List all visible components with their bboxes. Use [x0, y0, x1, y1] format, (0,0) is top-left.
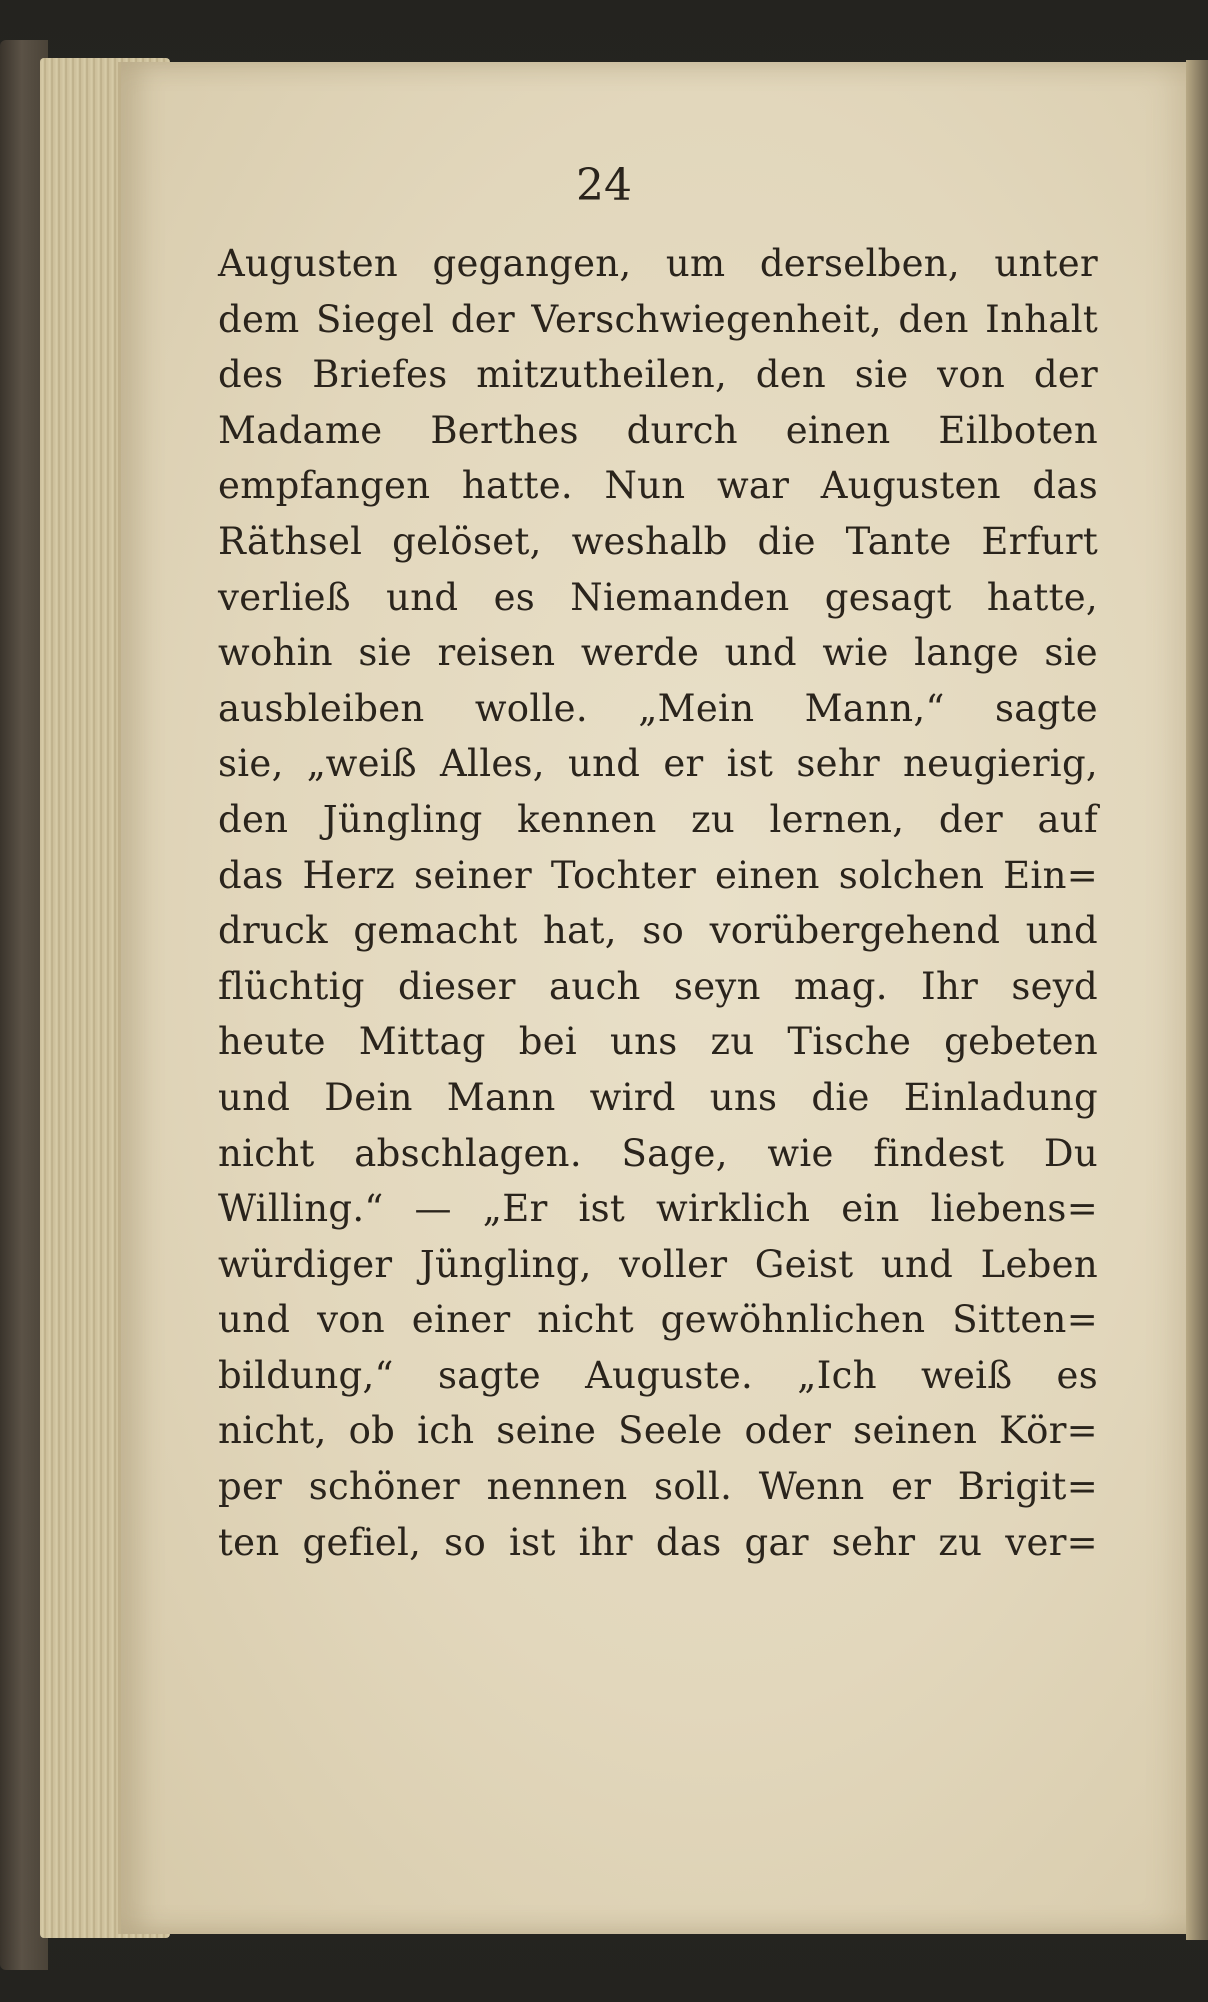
text-line: das Herz seiner Tochter einen solchen Ein= [218, 853, 1098, 897]
text-line: und Dein Mann wird uns die Einladung [218, 1075, 1098, 1119]
text-line: Augusten gegangen, um derselben, unter [218, 242, 1098, 285]
text-line: Willing.“ — „Er ist wirklich ein liebens= [218, 1187, 1098, 1231]
text-line: wohin sie reisen werde und wie lange sie [218, 631, 1098, 675]
text-line: ten gefiel, so ist ihr das gar sehr zu ver= [218, 1520, 1098, 1564]
text-line: Madame Berthes durch einen Eilboten [218, 408, 1098, 452]
text-line: empfangen hatte. Nun war Augusten das [218, 464, 1098, 508]
text-line: flüchtig dieser auch seyn mag. Ihr seyd [218, 964, 1098, 1008]
text-line: heute Mittag bei uns zu Tische gebeten [218, 1020, 1098, 1064]
text-line: Räthsel gelöset, weshalb die Tante Erfurt [218, 519, 1098, 563]
text-line: ausbleiben wolle. „Mein Mann,“ sagte [218, 686, 1098, 730]
text-line: dem Siegel der Verschwiegenheit, den Inhalt [218, 297, 1098, 341]
text-line: sie, „weiß Alles, und er ist sehr neugierig, [218, 742, 1098, 786]
text-line: nicht, ob ich seine Seele oder seinen Kör= [218, 1409, 1098, 1453]
text-line: druck gemacht hat, so vorübergehend und [218, 909, 1098, 953]
text-line: nicht abschlagen. Sage, wie findest Du [218, 1131, 1098, 1175]
page-edge-shadow [1186, 60, 1208, 1940]
text-line: verließ und es Niemanden gesagt hatte, [218, 575, 1098, 619]
text-line: des Briefes mitzutheilen, den sie von der [218, 353, 1098, 397]
text-line: und von einer nicht gewöhnlichen Sitten= [218, 1298, 1098, 1342]
text-line: per schöner nennen soll. Wenn er Brigit= [218, 1465, 1098, 1509]
text-line: würdiger Jüngling, voller Geist und Leben [218, 1242, 1098, 1286]
page-number: 24 [576, 160, 632, 211]
page-text [218, 236, 1098, 1570]
text-line: bildung,“ sagte Auguste. „Ich weiß es [218, 1353, 1098, 1397]
text-line: den Jüngling kennen zu lernen, der auf [218, 797, 1098, 841]
